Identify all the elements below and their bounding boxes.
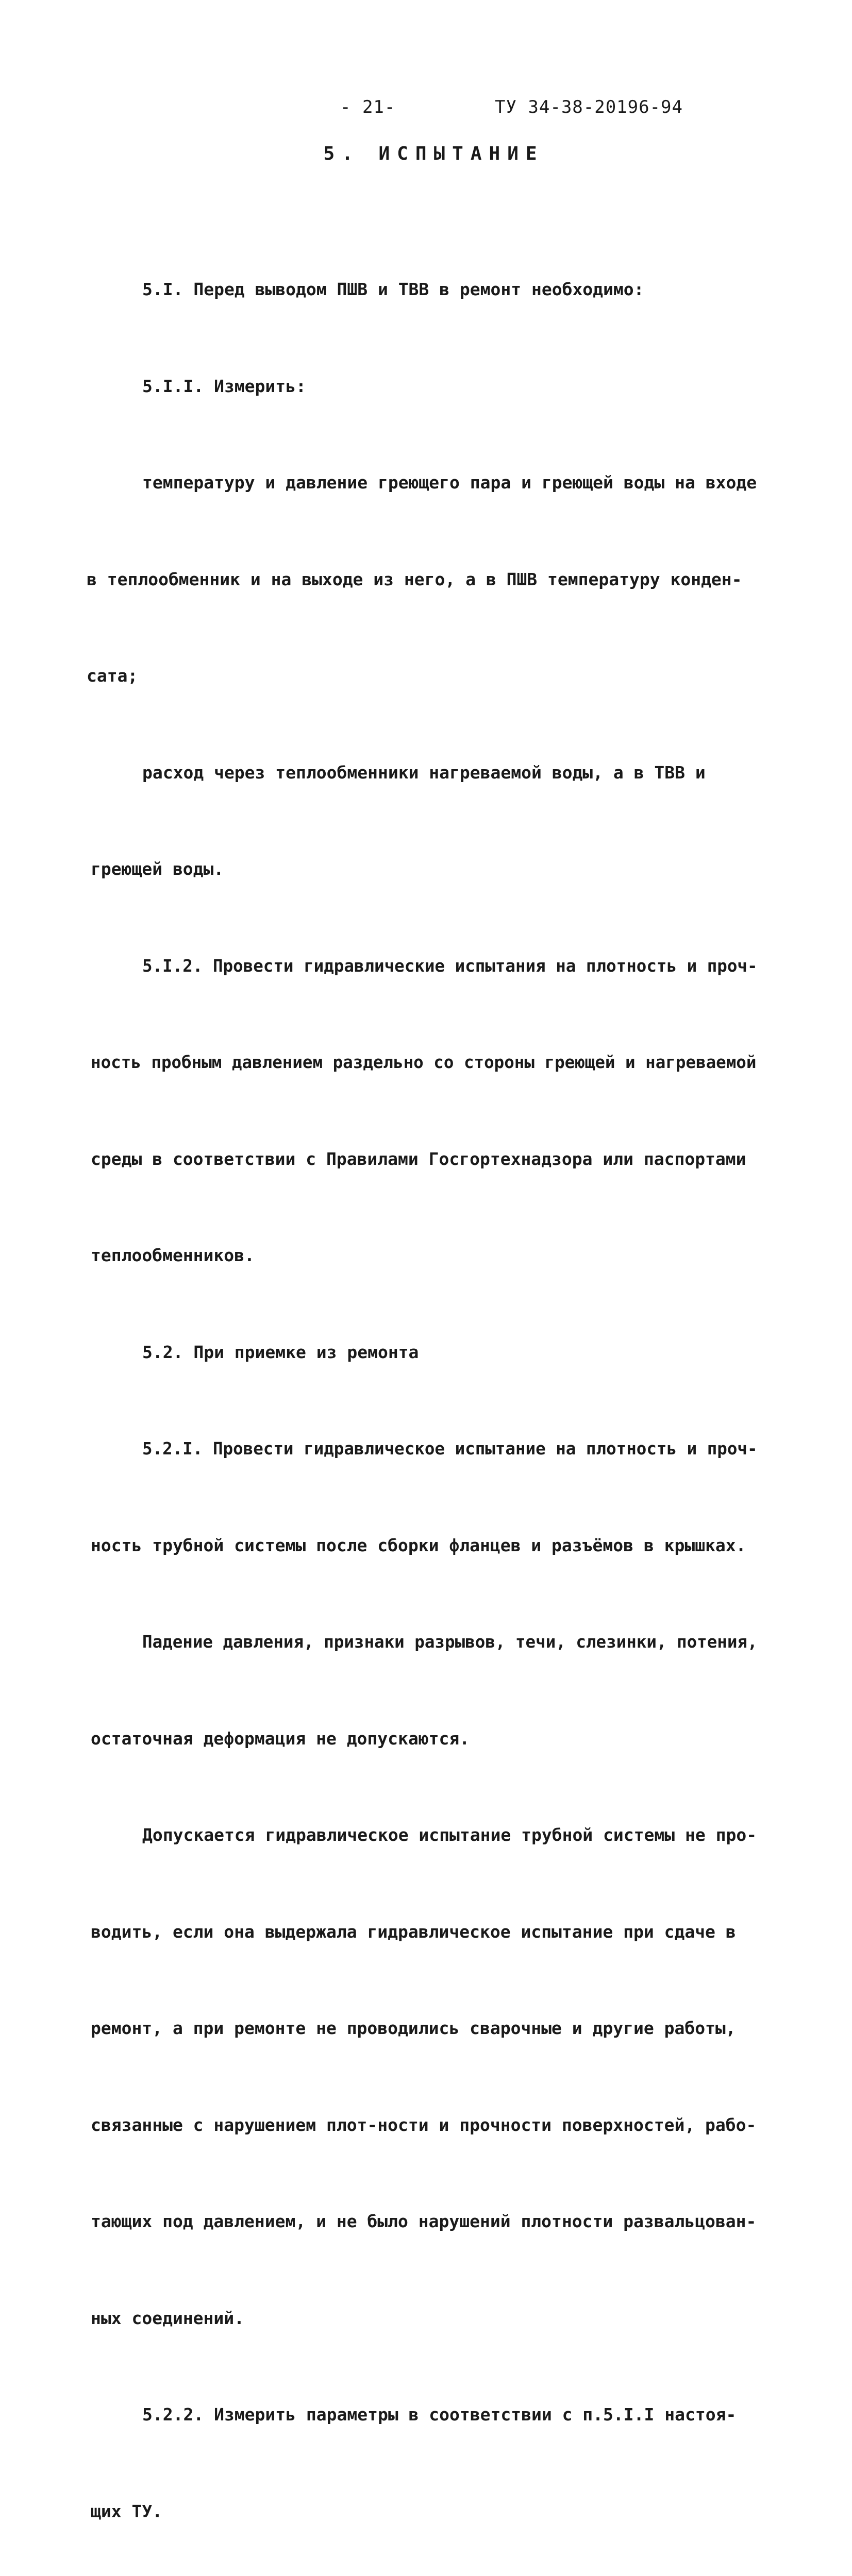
text-line: среды в соответствии с Правилами Госгортехнадзора или паспортами — [91, 1148, 746, 1169]
text-line: остаточная деформация не допускаются. — [91, 1728, 470, 1749]
text-line: связанные с нарушением плот-ности и прочности поверхностей, рабо- — [91, 2114, 757, 2135]
text-line: сата; — [87, 666, 138, 686]
text-line: 5.I. Перед выводом ПШВ и ТВВ в ремонт необходимо: — [142, 279, 644, 299]
text-line: водить, если она выдержала гидравлическое испытание при сдаче в — [91, 1921, 736, 1942]
text-line: тающих под давлением, и не было нарушений плотности развальцован- — [91, 2211, 757, 2231]
text-line: теплообменников. — [91, 1245, 255, 1265]
text-line: ность пробным давлением раздельно со стороны греющей и нагреваемой — [91, 1053, 757, 1072]
text-line: ных соединений. — [91, 2308, 245, 2328]
document-code: ТУ 34-38-20196-94 — [495, 97, 683, 117]
text-line: 5.2. При приемке из ремонта — [142, 1342, 419, 1362]
text-line: Допускается гидравлическое испытание трубной системы не про- — [142, 1825, 757, 1845]
text-line: Падение давления, признаки разрывов, течи, слезинки, потения, — [142, 1632, 758, 1652]
text-line: в теплообменник и на выходе из него, а в ПШВ температуру конден- — [87, 569, 742, 589]
text-line: греющей воды. — [91, 859, 224, 879]
text-line: 5.2.2. Измерить параметры в соответствии с п.5.I.I настоя- — [142, 2404, 737, 2425]
text-line: 5.I.2. Провести гидравлические испытания на плотность и проч- — [142, 956, 758, 976]
text-line: 5.2.I. Провести гидравлическое испытание на плотность и проч- — [142, 1439, 758, 1459]
text-line: ремонт, а при ремонте не проводились сварочные и другие работы, — [91, 2018, 736, 2038]
text-line: температуру и давление греющего пара и греющей воды на входе — [142, 472, 757, 493]
text-line: расход через теплообменники нагреваемой воды, а в ТВВ и — [142, 762, 706, 783]
page-header — [0, 97, 852, 123]
text-line: 5.I.I. Измерить: — [142, 376, 306, 396]
page-number: - 21- — [340, 97, 396, 117]
section-title: 5. ИСПЫТАНИЕ — [323, 143, 544, 164]
text-line: щих ТУ. — [91, 2501, 163, 2521]
document-body — [87, 209, 761, 2576]
text-line: ность трубной системы после сборки фланцев и разъёмов в крышках. — [91, 1535, 746, 1555]
